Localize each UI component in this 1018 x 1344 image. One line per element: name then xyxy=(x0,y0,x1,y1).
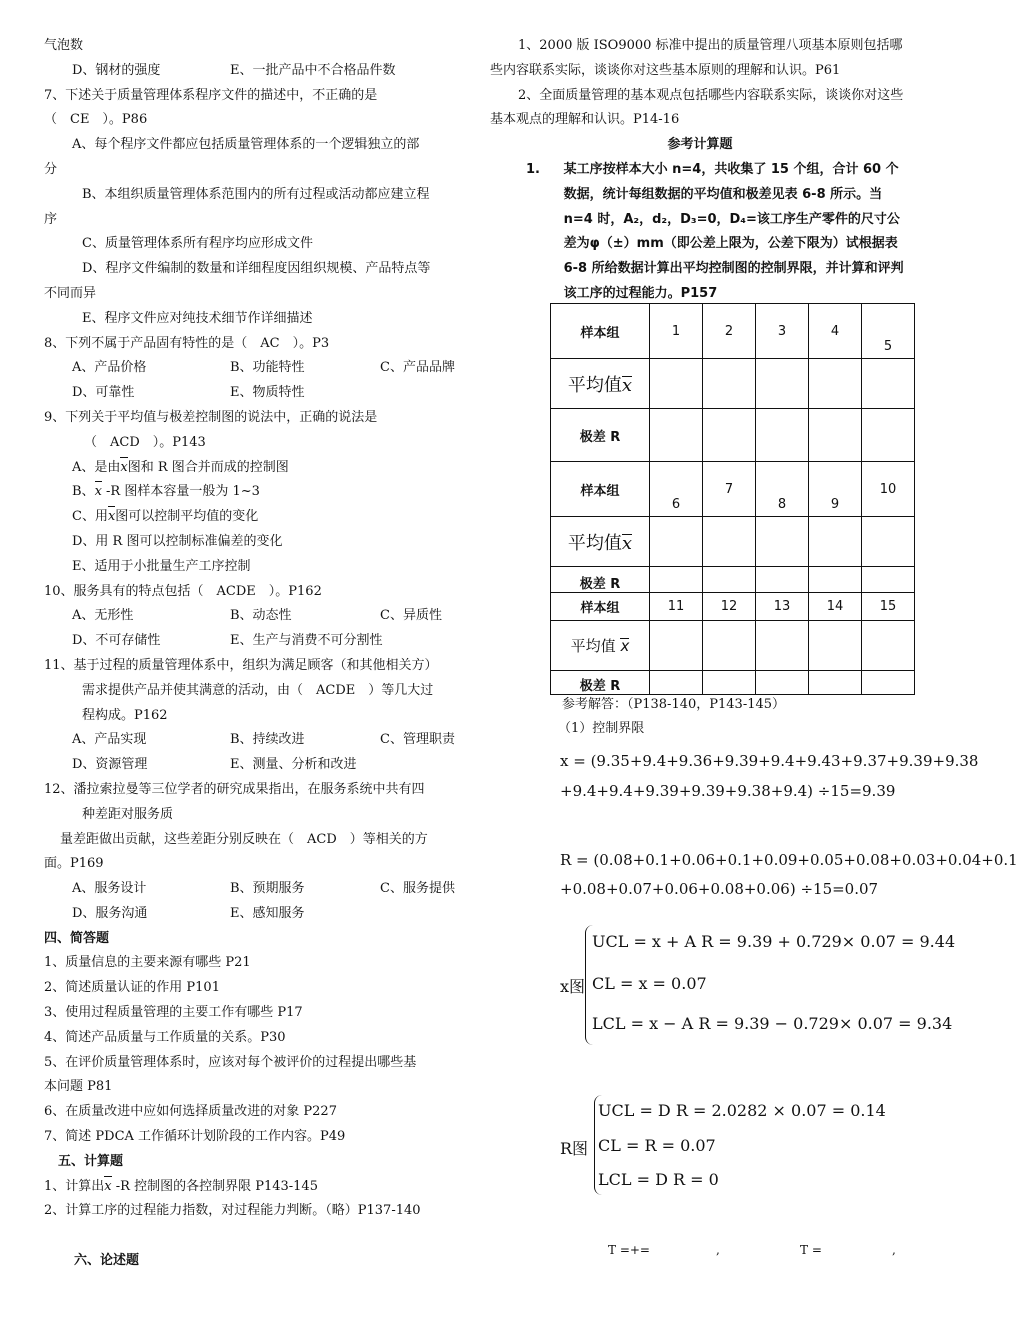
group-cell: 9 xyxy=(809,462,862,517)
rbar-formula-line2: +0.08+0.07+0.06+0.08+0.06) ÷15=0.07 xyxy=(560,880,879,898)
calc-question: 1、计算出x -R 控制图的各控制界限 P143-145 xyxy=(44,1175,464,1200)
option-c: C、异质性 xyxy=(380,608,442,624)
header-cell: 样本组 xyxy=(551,462,650,517)
table-row xyxy=(551,517,915,567)
xchart-ucl: UCL = x + A R = 9.39 + 0.729× 0.07 = 9.44 xyxy=(592,932,956,951)
option-d: D、服务沟通 xyxy=(72,905,148,921)
option-row xyxy=(44,753,464,778)
option-d: D、用 R 图可以控制标准偏差的变化 xyxy=(72,533,283,549)
section-heading-short-answer: 四、简答题 xyxy=(44,930,110,946)
rchart-ucl: UCL = D R = 2.0282 × 0.07 = 0.14 xyxy=(598,1101,886,1120)
empty-cell xyxy=(862,671,915,695)
table-row xyxy=(551,359,915,409)
empty-cell xyxy=(756,671,809,695)
sample-data-table xyxy=(550,303,915,695)
tolerance-lower: T = xyxy=(800,1243,822,1257)
avg-label-cell: 平均值x xyxy=(551,359,650,409)
option-e: E、一批产品中不合格品件数 xyxy=(230,62,396,78)
option-e: E、物质特性 xyxy=(230,385,305,401)
option-d: D、资源管理 xyxy=(72,757,148,773)
option-b: B、x -R 图样本容量一般为 1~3 xyxy=(44,480,464,505)
calc-problem xyxy=(490,158,910,307)
option-row xyxy=(44,356,464,381)
option-row xyxy=(44,59,464,84)
empty-cell xyxy=(703,409,756,462)
short-question: 1、质量信息的主要来源有哪些 P21 xyxy=(44,955,251,971)
x-bar-symbol: x xyxy=(108,505,115,530)
empty-cell xyxy=(650,359,703,409)
short-question: 2、简述质量认证的作用 P101 xyxy=(44,980,220,996)
group-cell: 1 xyxy=(650,304,703,359)
header-cell: 样本组 xyxy=(551,304,650,359)
essay-question-1: 1、2000 版 ISO9000 标准中提出的质量管理八项基本原则包括哪些内容联系实际，谈谈你对这些基本原则的理解和认识。P61 xyxy=(490,38,903,78)
empty-cell xyxy=(703,359,756,409)
option-e: E、感知服务 xyxy=(230,905,305,921)
group-cell: 7 xyxy=(703,462,756,517)
option-b: B、动态性 xyxy=(230,608,292,624)
option-b: B、本组织质量管理体系范围内的所有过程或活动都应建立程 xyxy=(82,186,430,202)
answer-step-1: （1）控制界限 xyxy=(558,721,645,736)
table-row xyxy=(551,304,915,359)
section-heading-calculation: 五、计算题 xyxy=(58,1153,124,1169)
xchart-lcl: LCL = x − A R = 9.39 − 0.729× 0.07 = 9.34 xyxy=(592,1014,953,1033)
question-11: 11、基于过程的质量管理体系中，组织为满足顾客（和其他相关方） xyxy=(44,657,438,673)
group-cell: 6 xyxy=(650,462,703,517)
empty-cell xyxy=(756,517,809,567)
option-a: A、是由x图和 R 图合并而成的控制图 xyxy=(44,456,464,481)
section-heading-essay: 六、论述题 xyxy=(74,1253,140,1269)
empty-cell xyxy=(703,671,756,695)
group-cell: 11 xyxy=(650,593,703,621)
table-row xyxy=(551,462,915,517)
empty-cell xyxy=(862,359,915,409)
range-label-cell: 极差 R xyxy=(551,567,650,593)
group-cell: 10 xyxy=(862,462,915,517)
answer-ref-text: 参考解答：（P138-140，P143-145） xyxy=(562,697,786,712)
rchart-label: R图 xyxy=(560,1139,589,1158)
text-line: 分 xyxy=(44,161,58,177)
option-c: C、管理职责 xyxy=(380,732,455,748)
text-line: 气泡数 xyxy=(44,38,84,53)
table-row xyxy=(551,671,915,695)
comma: , xyxy=(716,1243,720,1257)
empty-cell xyxy=(650,409,703,462)
answer-reference xyxy=(558,693,786,741)
group-cell: 13 xyxy=(756,593,809,621)
empty-cell xyxy=(703,517,756,567)
question-12: 12、潘拉索拉曼等三位学者的研究成果指出，在服务系统中共有四 xyxy=(44,781,425,797)
group-cell: 14 xyxy=(809,593,862,621)
question-10: 10、服务具有的特点包括（ ACDE ）。P162 xyxy=(44,583,322,599)
empty-cell xyxy=(650,567,703,593)
group-cell: 15 xyxy=(862,593,915,621)
empty-cell xyxy=(862,567,915,593)
rbar-formula-line1: R = (0.08+0.1+0.06+0.1+0.09+0.05+0.08+0.03+0.04+0.1 xyxy=(560,851,1018,869)
question-8: 8、下列不属于产品固有特性的是（ AC ）。P3 xyxy=(44,335,330,351)
section-title: 参考计算题 xyxy=(667,137,733,153)
question-9: 9、下列关于平均值与极差控制图的说法中，正确的说法是 xyxy=(44,409,378,425)
short-question: 7、简述 PDCA 工作循环计划阶段的工作内容。P49 xyxy=(44,1129,346,1145)
group-cell: 4 xyxy=(809,304,862,359)
problem-number: 1. xyxy=(526,161,540,177)
text-line: 量差距做出贡献，这些差距分别反映在（ ACD ）等相关的方 xyxy=(60,831,428,847)
option-a: A、无形性 xyxy=(72,608,134,624)
left-column xyxy=(44,34,464,1274)
short-question: 6、在质量改进中应如何选择质量改进的对象 P227 xyxy=(44,1104,337,1120)
comma: , xyxy=(892,1243,896,1257)
option-row xyxy=(44,629,464,654)
empty-cell xyxy=(809,671,862,695)
text-line: 需求提供产品并使其满意的活动，由（ ACDE ）等几大过 xyxy=(82,682,434,698)
option-c: C、质量管理体系所有程序均应形成文件 xyxy=(82,236,313,252)
empty-cell xyxy=(756,409,809,462)
spacer xyxy=(44,1224,464,1249)
question-9-answer: （ ACD ）。P143 xyxy=(84,434,206,450)
option-c: C、产品品牌 xyxy=(380,360,455,376)
option-a: A、产品价格 xyxy=(72,360,147,376)
option-a: A、产品实现 xyxy=(72,732,147,748)
empty-cell xyxy=(756,621,809,671)
option-c: C、用x图可以控制平均值的变化 xyxy=(44,505,464,530)
table-row xyxy=(551,409,915,462)
empty-cell xyxy=(862,517,915,567)
range-label-cell: 极差 R xyxy=(551,671,650,695)
empty-cell xyxy=(650,517,703,567)
option-c: C、服务提供 xyxy=(380,881,455,897)
xchart-cl: CL = x = 0.07 xyxy=(592,974,707,993)
empty-cell xyxy=(756,359,809,409)
option-e: E、适用于小批量生产工序控制 xyxy=(72,558,251,574)
short-question: 4、简述产品质量与工作质量的关系。P30 xyxy=(44,1029,286,1045)
option-row xyxy=(44,381,464,406)
problem-text: 某工序按样本大小 n=4，共收集了 15 个组，合计 60 个数据，统计每组数据的平均值和极差见表 6-8 所示。当 n=4 时，A₂，d₂，D₃=0，D₄=该工序生产零件的尺寸公差为φ（±）mm（即公差上限为，公差下限为）试根据表 6-8 所给数据计算出平均控制图的控制界限，并计算和评判该工序的过程能力。P157 xyxy=(563,161,904,301)
question-7: 7、下述关于质量管理体系程序文件的描述中，不正确的是 xyxy=(44,87,378,103)
table-row xyxy=(551,567,915,593)
x-bar-symbol: x xyxy=(95,480,102,505)
empty-cell xyxy=(650,621,703,671)
text-line: 本问题 P81 xyxy=(44,1079,113,1095)
text-line: 不同而异 xyxy=(44,285,97,301)
xbarbar-formula-line1: x = (9.35+9.4+9.36+9.39+9.4+9.43+9.37+9.39+9.38 xyxy=(560,752,979,770)
short-question: 3、使用过程质量管理的主要工作有哪些 P17 xyxy=(44,1005,303,1021)
empty-cell xyxy=(809,517,862,567)
option-e: E、生产与消费不可分割性 xyxy=(230,633,383,649)
option-e: E、程序文件应对纯技术细节作详细描述 xyxy=(82,310,313,326)
group-cell: 5 xyxy=(862,304,915,359)
rchart-lcl: LCL = D R = 0 xyxy=(598,1170,719,1189)
group-cell: 2 xyxy=(703,304,756,359)
option-a: A、每个程序文件都应包括质量管理体系的一个逻辑独立的部 xyxy=(72,137,420,153)
group-cell: 3 xyxy=(756,304,809,359)
empty-cell xyxy=(809,359,862,409)
empty-cell xyxy=(809,621,862,671)
tolerance-upper: T =+= xyxy=(608,1243,650,1257)
option-d: D、程序文件编制的数量和详细程度因组织规模、产品特点等 xyxy=(82,261,431,277)
table-row xyxy=(551,621,915,671)
empty-cell xyxy=(650,671,703,695)
avg-label-cell: 平均值x xyxy=(551,517,650,567)
option-b: B、预期服务 xyxy=(230,881,305,897)
option-b: B、功能特性 xyxy=(230,360,305,376)
group-cell: 8 xyxy=(756,462,809,517)
empty-cell xyxy=(756,567,809,593)
option-b: B、持续改进 xyxy=(230,732,305,748)
group-cell: 12 xyxy=(703,593,756,621)
right-column xyxy=(490,34,910,307)
option-row xyxy=(44,902,464,927)
empty-cell xyxy=(703,621,756,671)
empty-cell xyxy=(862,409,915,462)
rchart-cl: CL = R = 0.07 xyxy=(598,1136,716,1155)
question-7-answer: （ CE ）。P86 xyxy=(44,112,148,128)
header-cell: 样本组 xyxy=(551,593,650,621)
empty-cell xyxy=(862,621,915,671)
option-d: D、钢材的强度 xyxy=(72,62,161,78)
table-row xyxy=(551,593,915,621)
option-d: D、不可存储性 xyxy=(72,633,161,649)
avg-label-cell: 平均值 x xyxy=(551,621,650,671)
option-row xyxy=(44,604,464,629)
calc-question: 2、计算工序的过程能力指数，对过程能力判断。（略）P137-140 xyxy=(44,1203,421,1219)
text-line: 种差距对服务质 xyxy=(82,806,174,822)
text-line: 面。P169 xyxy=(44,856,104,872)
range-label-cell: 极差 R xyxy=(551,409,650,462)
short-question: 5、在评价质量管理体系时，应该对每个被评价的过程提出哪些基 xyxy=(44,1054,417,1070)
text-line: 序 xyxy=(44,211,58,227)
option-row xyxy=(44,877,464,902)
essay-question-2: 2、全面质量管理的基本观点包括哪些内容联系实际，谈谈你对这些基本观点的理解和认识。P14-16 xyxy=(490,87,904,128)
xchart-label: x图 xyxy=(560,977,586,996)
empty-cell xyxy=(809,567,862,593)
option-d: D、可靠性 xyxy=(72,385,135,401)
text-line: 程构成。P162 xyxy=(82,707,168,723)
x-bar-symbol: x xyxy=(120,456,127,481)
empty-cell xyxy=(809,409,862,462)
empty-cell xyxy=(703,567,756,593)
option-e: E、测量、分析和改进 xyxy=(230,757,357,773)
option-a: A、服务设计 xyxy=(72,881,147,897)
xbarbar-formula-line2: +9.4+9.4+9.39+9.39+9.38+9.4) ÷15=9.39 xyxy=(560,782,896,800)
option-row xyxy=(44,728,464,753)
x-bar-symbol: x xyxy=(104,1175,111,1200)
